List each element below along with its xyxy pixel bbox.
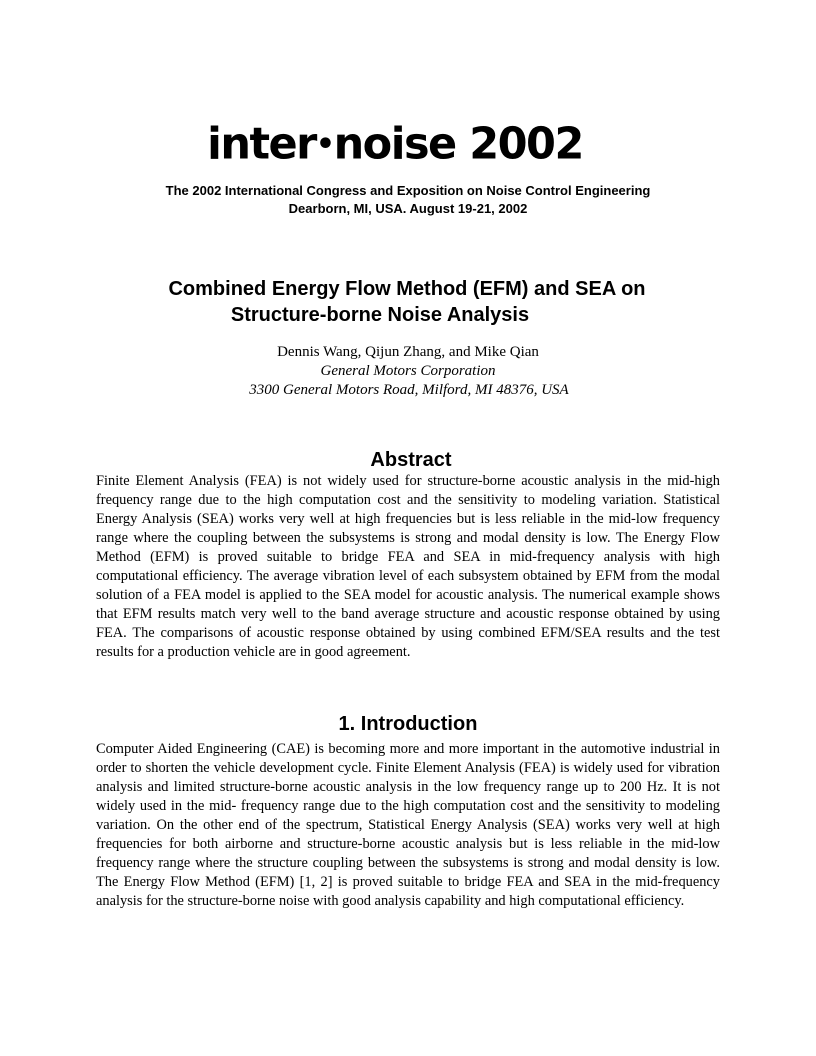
author-affiliation: General Motors Corporation: [320, 363, 496, 379]
conference-logo: [0, 117, 803, 171]
conference-name: The 2002 International Congress and Exposition on Noise Control Engineering: [165, 183, 651, 198]
logo-text-noise: noise: [333, 118, 456, 170]
author-address: 3300 General Motors Road, Milford, MI 48376, USA: [249, 382, 569, 398]
title-line-1: Combined Energy Flow Method (EFM) and SEA on: [168, 278, 646, 300]
author-names: Dennis Wang, Qijun Zhang, and Mike Qian: [277, 344, 539, 360]
paper-title: [0, 276, 816, 328]
abstract-paragraph: Finite Element Analysis (FEA) is not widely used for structure-borne acoustic analysis in the mid-high frequency range due to the high computation cost and the sensitivity to modeling variation. Statistical Energy Analysis (SEA) works very well at high frequencies but is less reliable in the mid-low frequency range where the coupling between the subsystems is strong and modal density is low. The Energy Flow Method (EFM) is proved suitable to bridge FEA and SEA in mid-frequency analysis with high computational efficiency. The average vibration level of each subsystem obtained by EFM from the modal solution of a FEA model is applied to the SEA model for acoustic analysis. The numerical example shows that EFM results match very well to the band average structure and acoustic response obtained by using FEA. The comparisons of acoustic response obtained by using combined EFM/SEA results and the test results for a production vehicle are in good agreement.: [96, 473, 720, 660]
logo-year: 2002: [469, 118, 583, 170]
conference-location-date: Dearborn, MI, USA. August 19-21, 2002: [288, 201, 528, 216]
title-line-2: Structure-borne Noise Analysis: [230, 304, 530, 326]
introduction-heading: 1. Introduction: [338, 713, 478, 735]
logo-text-inter: inter: [207, 118, 316, 170]
introduction-paragraph: Computer Aided Engineering (CAE) is becoming more and more important in the automotive industrial in order to shorten the vehicle development cycle. Finite Element Analysis (FEA) is widely used for vibration analysis and limited structure-borne acoustic analysis in the low frequency range up to 200 Hz. It is not widely used in the mid- frequency range due to the high computation cost and the sensitivity to modeling variation. On the other end of the spectrum, Statistical Energy Analysis (SEA) works very well at high frequencies for both airborne and structure-borne acoustic analysis but is less reliable in the mid-low frequency range where the structure coupling between the subsystems is strong and modal density is low. The Energy Flow Method (EFM) [1, 2] is proved suitable to bridge FEA and SEA in the mid-frequency analysis for the structure-borne noise with good analysis capability and high computational efficiency.: [96, 741, 720, 909]
abstract-heading: Abstract: [370, 449, 452, 471]
author-block: [0, 343, 816, 400]
conference-info: [0, 182, 816, 218]
logo-separator-dot: •: [315, 126, 334, 163]
